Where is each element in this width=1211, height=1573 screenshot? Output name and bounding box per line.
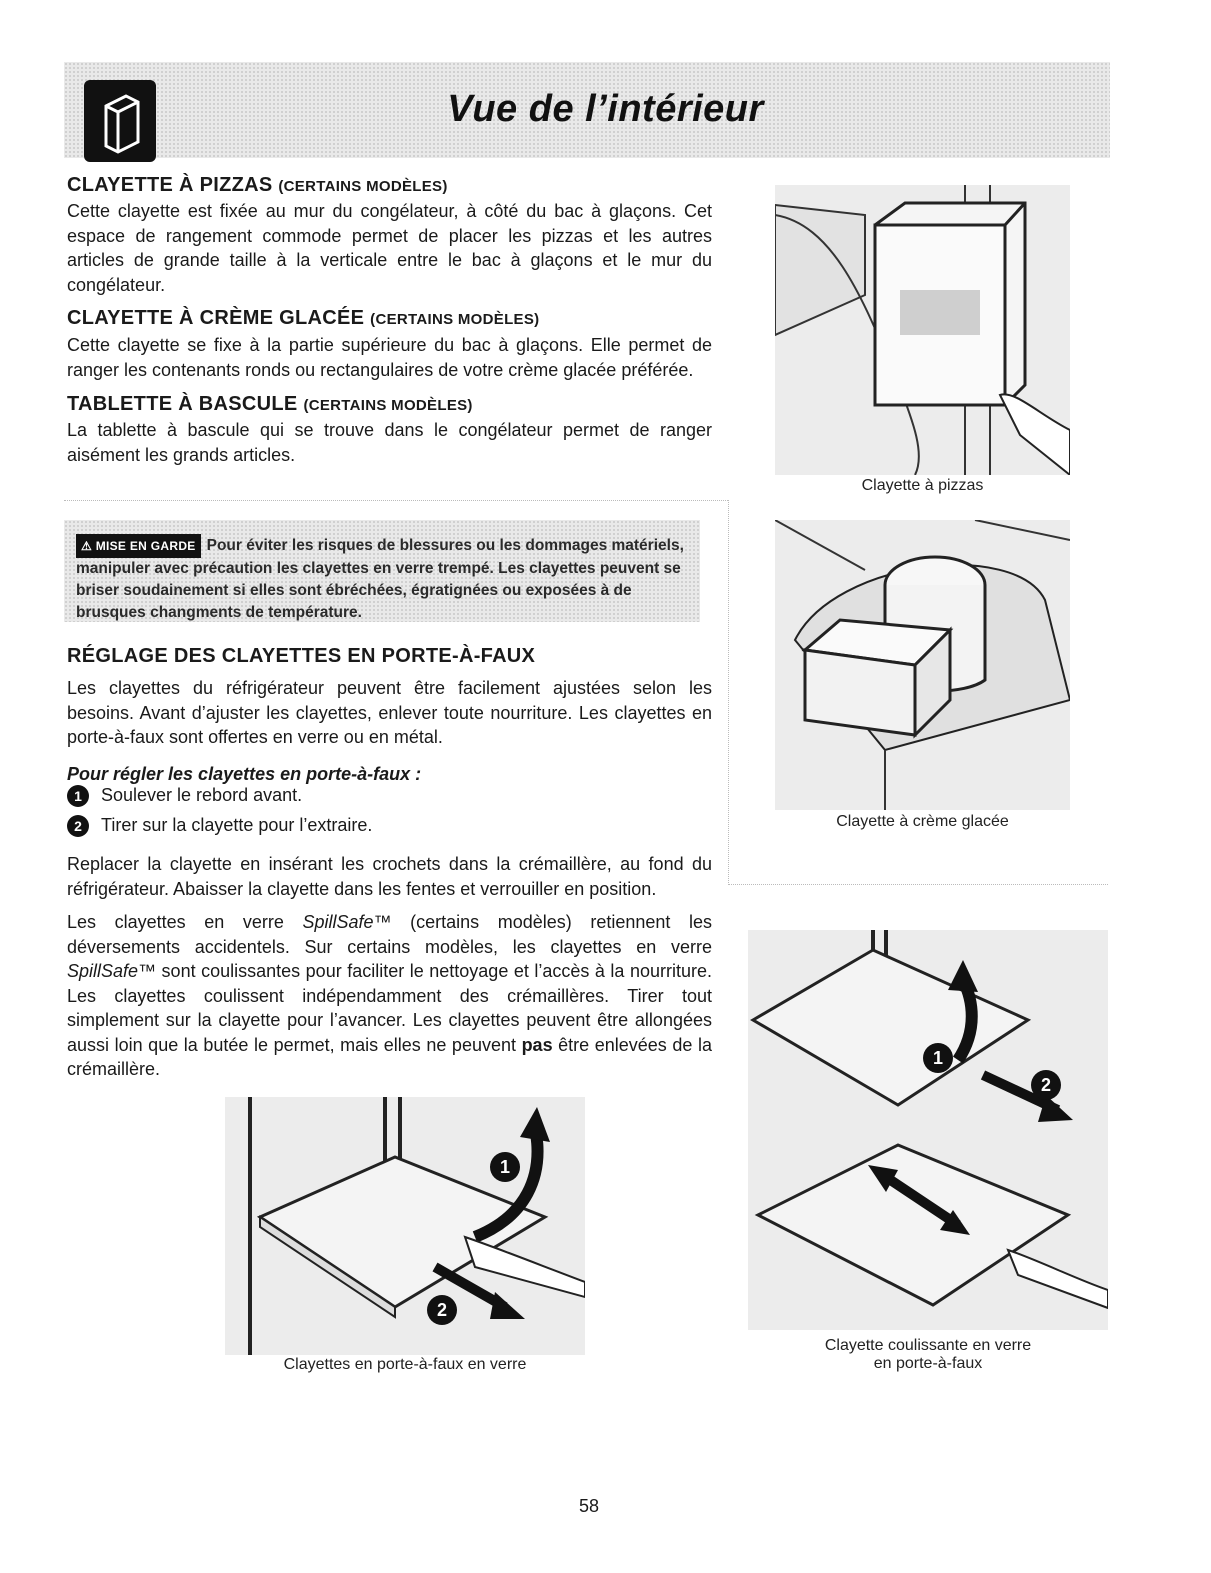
step-marker-1: 1 [932, 1048, 944, 1068]
step-1: 1 Soulever le rebord avant. [67, 785, 302, 807]
pizza-shelf-illustration [775, 185, 1070, 475]
sliding-figure-caption: Clayette coulissante en verre en porte-à-faux [824, 1337, 1032, 1372]
step-marker-2: 2 [436, 1300, 448, 1320]
step-number: 2 [67, 815, 89, 837]
spillsafe-text: Les clayettes en verre SpillSafe™ (certains modèles) retiennent les déversements accidentels. Sur certains modèles, les clayettes en verre SpillSafe™ sont coulissantes pour faciliter le nettoyage et l’accès à la nourriture. Les clayettes coulissent indépendamment des crémaillères. Tirer tout simplement sur la clayette pour l’avancer. Les clayettes peuvent être allongées aussi loin que la butée le permet, mais elles ne peuvent pas être enlevées de la crémaillère. [67, 912, 713, 1079]
cantilever-text: Les clayettes du réfrigérateur peuvent être facilement ajustées selon les besoins. Avant d’ajuster les clayettes, enlever toute nourriture. Les clayettes en porte-à-faux sont offertes en verre ou en métal. [67, 678, 712, 747]
icecream-shelf-heading: CLAYETTE À CRÈME GLACÉE (CERTAINS MODÈLES) [67, 307, 540, 329]
divider [64, 500, 728, 501]
replace-text: Replacer la clayette en insérant les crochets dans la crémaillère, au fond du réfrigérateur. Abaisser la clayette dans les fentes et verrouiller en position. [67, 854, 712, 899]
step-marker-2: 2 [1040, 1075, 1052, 1095]
cantilever-figure-caption: Clayettes en porte-à-faux en verre [283, 1356, 527, 1373]
step-marker-1: 1 [499, 1157, 511, 1177]
pizza-shelf-text: Cette clayette est fixée au mur du congélateur, à côté du bac à glaçons. Cet espace de rangement commode permet de placer les pizzas et les autres articles de grande taille à la verticale entre le bac à glaçons et le mur du congélateur. [67, 201, 712, 295]
pizza-shelf-heading: CLAYETTE À PIZZAS (CERTAINS MODÈLES) [67, 174, 448, 196]
step-2: 2 Tirer sur la clayette pour l’extraire. [67, 815, 372, 837]
cantilever-heading: RÉGLAGE DES CLAYETTES EN PORTE-À-FAUX [67, 645, 536, 667]
page-title: Vue de l’intérieur [447, 88, 764, 130]
divider [728, 500, 729, 885]
step-number: 1 [67, 785, 89, 807]
tilt-shelf-text: La tablette à bascule qui se trouve dans le congélateur permet de ranger aisément les grands articles. [67, 420, 712, 465]
icecream-figure-caption: Clayette à crème glacée [836, 813, 1009, 830]
icecream-shelf-text: Cette clayette se fixe à la partie supérieure du bac à glaçons. Elle permet de ranger les contenants ronds ou rectangulaires de votre crème glacée préférée. [67, 335, 712, 380]
tilt-shelf-heading: TABLETTE À BASCULE (CERTAINS MODÈLES) [67, 393, 473, 415]
warning-text: ⚠ MISE EN GARDE Pour éviter les risques de blessures ou les dommages matériels, manipuler avec précaution les clayettes en verre trempé. Les clayettes peuvent se briser soudainement si elles sont ébréchées, égratignées ou exposées à de brusques changments de température. [76, 534, 696, 624]
howto-heading: Pour régler les clayettes en porte-à-faux : [67, 764, 422, 784]
sliding-shelf-illustration [748, 930, 1108, 1330]
icecream-shelf-illustration [775, 520, 1070, 810]
warning-badge: ⚠ MISE EN GARDE [76, 534, 201, 558]
page-number: 58 [578, 1496, 600, 1516]
divider [728, 884, 1108, 885]
pizza-figure-caption: Clayette à pizzas [861, 477, 984, 494]
cantilever-shelf-illustration [225, 1097, 585, 1355]
